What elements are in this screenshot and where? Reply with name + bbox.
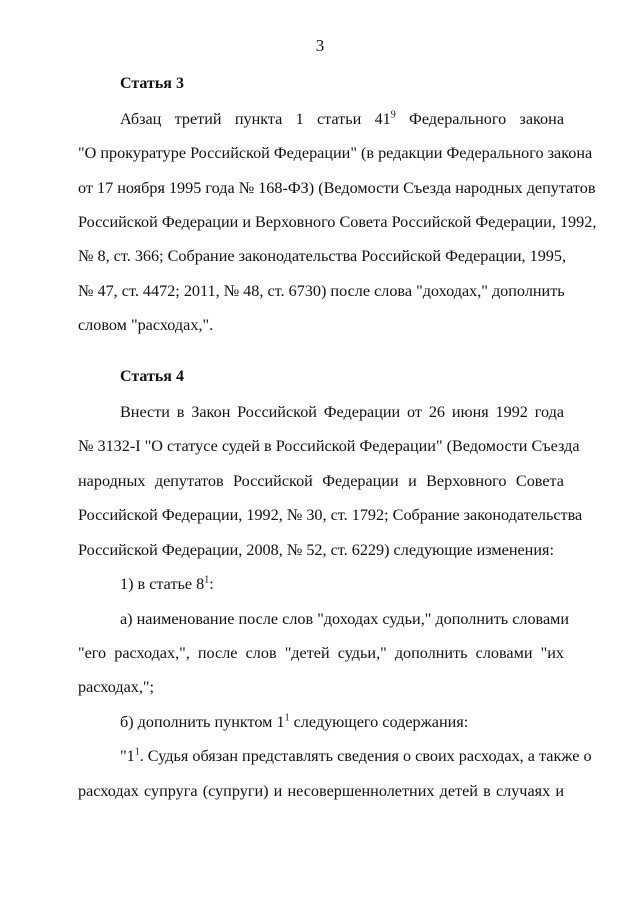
line-text: Федерального закона — [395, 110, 564, 128]
article-3-heading: Статья 3 — [120, 75, 184, 92]
article-4-line-6 — [120, 574, 564, 594]
article-4-line-1: Внести в Закон Российской Федерации от 26 июня 1992 года — [120, 403, 564, 421]
line-text: "1 — [120, 747, 135, 765]
article-3-line-6: № 47, ст. 4472; 2011, № 48, ст. 6730) после слова "доходах," дополнить — [78, 282, 565, 300]
superscript: 1 — [134, 746, 140, 758]
article-4-line-2: № 3132-I "О статусе судей в Российской Федерации" (Ведомости Съезда — [78, 437, 580, 455]
page-number: 3 — [315, 36, 325, 55]
line-text: следующего содержания: — [289, 713, 469, 731]
line-text: . Судья обязан представлять сведения о своих расходах, а также о — [139, 747, 592, 765]
article-4-line-10 — [120, 712, 564, 732]
article-3-line-4: Российской Федерации и Верховного Совета Российской Федерации, 1992, — [78, 213, 597, 231]
article-4-line-7: а) наименование после слов "доходах судьи," дополнить словами — [120, 610, 570, 628]
line-text: : — [209, 575, 214, 593]
article-4-line-11 — [120, 746, 592, 766]
line-text: Абзац третий пункта 1 статьи 41 — [120, 110, 391, 128]
article-4-line-4: Российской Федерации, 1992, № 30, ст. 1792; Собрание законодательства — [78, 506, 583, 524]
line-text: 1) в статье 8 — [120, 575, 205, 593]
article-3-line-2: "О прокуратуре Российской Федерации" (в редакции Федерального закона — [78, 144, 593, 162]
article-3-line-5: № 8, ст. 366; Собрание законодательства Российской Федерации, 1995, — [78, 247, 567, 265]
article-4-line-8: "его расходах,", после слов "детей судьи," дополнить словами "их — [78, 644, 564, 662]
article-3-line-7: словом "расходах,". — [78, 316, 214, 334]
superscript: 9 — [390, 109, 396, 121]
article-4-heading: Статья 4 — [120, 368, 184, 385]
article-4-line-9: расходах,"; — [78, 678, 155, 696]
superscript: 1 — [284, 712, 290, 724]
article-4-line-12: расходах супруга (супруги) и несовершеннолетних детей в случаях и — [78, 782, 564, 800]
article-3-line-1 — [120, 109, 564, 129]
superscript: 1 — [204, 574, 210, 586]
article-3-line-3: от 17 ноября 1995 года № 168-ФЗ) (Ведомости Съезда народных депутатов — [78, 179, 596, 197]
article-4-line-5: Российской Федерации, 2008, № 52, ст. 6229) следующие изменения: — [78, 541, 554, 559]
line-text: б) дополнить пунктом 1 — [120, 713, 285, 731]
article-4-line-3: народных депутатов Российской Федерации и Верховного Совета — [78, 472, 564, 490]
